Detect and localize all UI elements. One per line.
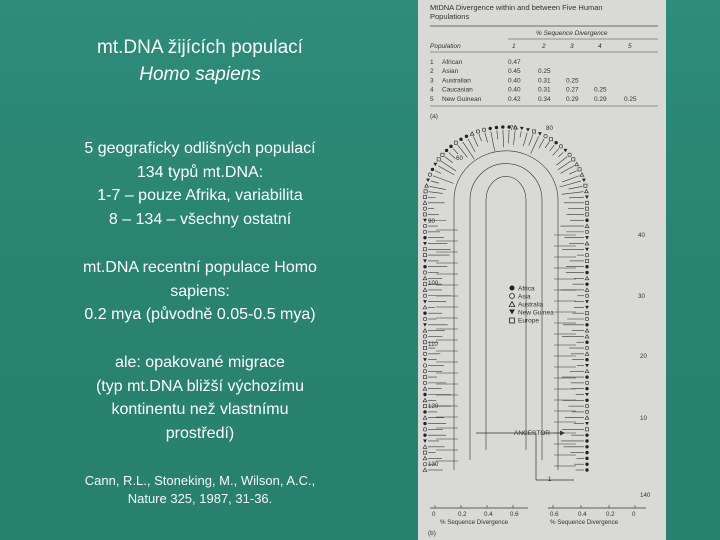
tree-leaf-australia [585, 288, 589, 291]
table-cell-value: 0.25 [538, 68, 551, 76]
axis-left-tick-label: 0.6 [510, 511, 519, 518]
axis-left-tick-label: 0.4 [484, 511, 493, 518]
tree-leaf-new-guinea [426, 179, 430, 182]
tree-leaf-africa [585, 358, 588, 361]
phylogenetic-tree [423, 125, 589, 480]
tree-branch [497, 130, 498, 139]
table-cell-value: 0.42 [508, 95, 521, 103]
panel-a-label: (a) [430, 113, 438, 120]
tree-branch [569, 171, 576, 174]
tree-leaf-australia [423, 329, 427, 332]
tree-branch [463, 142, 475, 160]
table-row-number: 2 [430, 68, 434, 76]
tree-leaf-africa [489, 127, 492, 130]
tree-leaf-asia [423, 370, 426, 373]
tree-leaf-new-guinea [423, 259, 427, 262]
table-rows [430, 59, 637, 103]
tree-number-label: 100 [428, 280, 439, 287]
tree-leaf-africa [585, 265, 588, 268]
panel-b-label: (b) [428, 530, 436, 537]
tree-leaf-asia [585, 230, 588, 233]
tree-leaf-europe [585, 259, 588, 262]
table-title-line-1: MtDNA Divergence within and between Five Human [430, 3, 603, 12]
tree-branch [569, 197, 584, 198]
tree-leaf-asia [476, 130, 479, 133]
legend-europe: Europe [518, 317, 539, 325]
tree-leaf-africa [585, 433, 588, 436]
tree-leaf-new-guinea [423, 323, 427, 326]
tree-leaf-new-guinea [585, 422, 589, 425]
tree-branch [545, 142, 549, 148]
tree-branch [468, 139, 475, 152]
tree-leaf-africa [585, 445, 588, 448]
tree-leaf-australia [423, 276, 427, 279]
tree-leaf-asia [585, 253, 588, 256]
tree-leaf-australia [423, 398, 427, 401]
table-row-population: Australian [442, 77, 471, 85]
tree-number-label: 140 [640, 492, 651, 499]
tree-number-label: 30 [638, 293, 645, 300]
divergence-axes [430, 505, 646, 526]
table-cell-value: 0.31 [538, 86, 551, 94]
tree-leaf-asia [482, 128, 485, 131]
tree-leaf-europe [424, 190, 427, 193]
tree-leaf-new-guinea [585, 393, 589, 396]
tree-leaf-australia [423, 456, 427, 459]
tree-leaf-australia [423, 305, 427, 308]
ancestor-label: ANCESTOR [514, 430, 550, 437]
text-line: mt.DNA recentní populace Homo [83, 259, 317, 276]
tree-leaf-europe [549, 138, 552, 141]
text-line: sapiens: [170, 282, 230, 300]
tree-branch [562, 192, 584, 195]
tree-number-label: 40 [638, 232, 645, 239]
table-row-number: 1 [430, 59, 434, 66]
tree-leaf-asia [585, 381, 588, 384]
tree-leaf-australia [585, 416, 589, 419]
tree-leaf-australia [585, 335, 589, 338]
tree-leaf-europe [423, 405, 426, 408]
tree-leaf-africa [423, 393, 426, 396]
tree-branch [550, 145, 555, 151]
tree-leaf-asia [544, 135, 547, 138]
tree-branch [485, 133, 488, 143]
tree-leaf-new-guinea [423, 219, 427, 222]
axis-left-tick-label: 0.2 [458, 511, 467, 518]
tree-leaf-australia [585, 189, 589, 192]
tree-leaf-europe [423, 248, 426, 251]
tree-leaf-australia [585, 329, 589, 332]
text-block-recent-population [30, 256, 370, 327]
text-line: 1-7 – pouze Afrika, variabilita [97, 187, 303, 204]
tree-leaf-europe [437, 158, 440, 161]
tree-leaf-africa [585, 323, 588, 326]
tree-branch [441, 161, 456, 171]
text-line: prostředí) [165, 424, 235, 442]
tree-branch [529, 134, 533, 145]
tree-leaf-africa [501, 125, 504, 128]
tree-leaf-africa [423, 422, 426, 425]
tree-leaf-europe [585, 213, 588, 216]
table-cell-value: 0.47 [508, 59, 521, 66]
tree-number-label: 110 [428, 341, 438, 348]
tree-leaf-australia [423, 288, 427, 291]
tree-leaf-europe [585, 428, 588, 431]
table-row-population: Caucasian [442, 86, 473, 94]
legend-australia: Australia [518, 301, 544, 309]
table-title-line-2: Populations [430, 12, 470, 21]
legend [509, 286, 554, 325]
legend-australia-marker [509, 302, 515, 307]
tree-leaf-new-guinea [538, 132, 542, 135]
tree-leaf-africa [445, 149, 448, 152]
tree-leaf-australia [585, 242, 589, 245]
axis-left-label: % Sequence Divergence [440, 519, 509, 526]
table-column-header: 1 [512, 43, 516, 50]
tree-leaf-new-guinea [423, 358, 427, 361]
tree-leaf-asia [423, 294, 426, 297]
legend-europe-marker [510, 318, 515, 323]
tree-leaf-asia [423, 462, 426, 465]
tree-leaf-europe [423, 254, 426, 257]
tree-number-label: 10 [640, 415, 647, 422]
tree-leaf-asia [585, 317, 588, 320]
table-cell-value: 0.27 [566, 86, 579, 94]
tree-leaf-asia [585, 410, 588, 413]
legend-africa: Africa [518, 285, 535, 293]
tree-leaf-new-guinea [585, 300, 589, 303]
tree-leaf-africa [585, 399, 588, 402]
tree-leaf-europe [423, 283, 426, 286]
axis-right-label: % Sequence Divergence [550, 519, 619, 526]
tree-leaf-new-guinea [585, 364, 589, 367]
tree-leaf-europe [423, 195, 426, 198]
tree-leaf-africa [585, 457, 588, 460]
tree-leaf-asia [423, 381, 426, 384]
tree-leaf-europe [423, 451, 426, 454]
tree-number-label: 130 [428, 461, 439, 468]
tree-leaf-africa [423, 410, 426, 413]
tree-branch [553, 149, 559, 156]
tree-leaf-asia [423, 317, 426, 320]
tree-leaf-australia [585, 352, 589, 355]
tree-leaf-africa [423, 311, 426, 314]
tree-leaf-australia [425, 184, 429, 187]
text-line: (typ mt.DNA bližší výchozímu [95, 377, 305, 395]
tree-branch [445, 157, 453, 163]
tree-branch [431, 181, 439, 183]
tree-leaf-africa [585, 468, 588, 471]
tree-leaf-australia [580, 173, 584, 176]
axis-right-tick-label: 0.6 [550, 511, 559, 518]
table-row-population: Asian [442, 68, 459, 76]
text-line: kontinentu než vlastnímu [111, 401, 289, 418]
tree-leaf-asia [585, 294, 588, 297]
tree-branch [539, 139, 544, 148]
axis-right-tick-label: 0.4 [578, 511, 587, 518]
table-column-headers [512, 43, 632, 50]
table-column-header: 5 [628, 43, 632, 50]
tree-leaf-asia [423, 271, 426, 274]
tree-leaf-australia [470, 132, 474, 135]
legend-new-guinea: New Guinea [518, 309, 554, 317]
tree-leaf-asia [423, 224, 426, 227]
text-block-mtdna-types [30, 137, 370, 231]
tree-leaf-europe [423, 346, 426, 349]
table-cell-value: 0.25 [566, 77, 579, 85]
tree-leaf-new-guinea [585, 248, 589, 251]
tree-leaf-new-guinea [423, 439, 427, 442]
tree-branch [435, 171, 441, 174]
tree-leaf-asia [559, 145, 562, 148]
tree-leaf-asia [428, 173, 431, 176]
tree-leaf-europe [423, 213, 426, 216]
tree-leaf-africa [585, 219, 588, 222]
tree-leaf-europe [584, 184, 587, 187]
table-cell-value: 0.31 [538, 77, 551, 85]
tree-branch [479, 134, 481, 141]
tree-leaf-new-guinea [585, 306, 589, 309]
tree-leaf-africa [585, 341, 588, 344]
tree-leaf-africa [585, 462, 588, 465]
tree-leaf-asia [423, 230, 426, 233]
table-cell-value: 0.25 [594, 86, 607, 94]
mtdna-figure-svg [418, 0, 666, 540]
tree-number-label: 60 [456, 155, 463, 162]
table-row-population: African [442, 59, 463, 66]
tree-leaf-africa [423, 433, 426, 436]
tree-leaf-africa [423, 236, 426, 239]
text-line: 5 geograficky odlišných populací [84, 140, 316, 157]
tree-leaf-africa [585, 282, 588, 285]
tree-leaf-new-guinea [585, 236, 589, 239]
tree-leaf-europe [585, 312, 588, 315]
tree-branch [569, 186, 583, 189]
tree-leaf-europe [578, 168, 581, 171]
table-cell-value: 0.29 [594, 95, 607, 103]
tree-leaf-australia [585, 276, 589, 279]
tree-branch [473, 136, 478, 146]
tree-branch [523, 133, 527, 147]
tree-leaf-africa [585, 271, 588, 274]
tree-leaf-africa [423, 265, 426, 268]
table-row-number: 3 [430, 77, 434, 85]
tree-number-label: 20 [640, 353, 647, 360]
citation [30, 472, 370, 508]
tree-branch [503, 130, 504, 147]
tree-leaf-australia [585, 224, 589, 227]
tree-leaf-africa [585, 439, 588, 442]
tree-number-label: 70 [510, 125, 517, 132]
table-cell-value: 0.40 [508, 77, 521, 85]
title-line-1: mt.DNA žijících populací [97, 37, 303, 58]
tree-leaf-asia [423, 207, 426, 210]
tree-leaf-africa [554, 141, 557, 144]
tree-leaf-africa [585, 451, 588, 454]
tree-branch [491, 131, 495, 151]
tree-leaf-europe [423, 375, 426, 378]
tree-leaf-australia [423, 445, 427, 448]
text-line: 134 typů mt.DNA: [136, 163, 264, 181]
tree-branch [509, 130, 510, 143]
table-cell-value: 0.34 [538, 95, 551, 103]
axis-left-tick-label: 0 [432, 511, 436, 518]
legend-asia: Asia [518, 293, 531, 301]
tree-leaf-australia [423, 201, 427, 204]
tree-leaf-europe [585, 207, 588, 210]
tree-leaf-new-guinea [520, 127, 524, 130]
table-cell-value: 0.29 [566, 95, 579, 103]
tree-leaf-europe [572, 158, 575, 161]
tree-leaf-asia [585, 346, 588, 349]
tree-leaf-new-guinea [526, 128, 530, 131]
table-header-group: % Sequence Divergence [536, 30, 608, 37]
table-header-population: Population [430, 43, 461, 50]
table-row-population: New Guinean [442, 95, 482, 103]
tree-leaf-africa [449, 145, 452, 148]
tree-leaf-europe [454, 141, 457, 144]
tree-leaf-europe [423, 341, 426, 344]
table-row-number: 5 [430, 95, 434, 103]
tree-leaf-australia [575, 162, 579, 165]
table-row-number: 4 [430, 86, 434, 94]
tree-leaf-new-guinea [433, 163, 437, 166]
tree-leaf-asia [423, 364, 426, 367]
tree-branch [429, 192, 443, 194]
citation-line: Nature 325, 1987, 31-36. [127, 491, 273, 506]
table-cell-value: 0.40 [508, 86, 521, 94]
tree-leaf-asia [423, 352, 426, 355]
tree-leaf-europe [441, 153, 444, 156]
tree-branch [453, 149, 458, 154]
table-column-header: 3 [570, 43, 574, 50]
text-line: 0.2 mya (původně 0.05-0.5 mya) [84, 306, 316, 323]
tree-branch [438, 166, 454, 175]
tree-leaf-asia [585, 404, 588, 407]
tree-number-label: 120 [428, 403, 439, 410]
tree-leaf-asia [568, 153, 571, 156]
table-column-header: 4 [598, 43, 602, 50]
tree-leaf-new-guinea [585, 196, 589, 199]
axis-right-tick-label: 0.2 [606, 511, 615, 518]
tree-leaf-australia [585, 369, 589, 372]
tree-leaf-africa [585, 375, 588, 378]
tree-branch [430, 186, 446, 189]
legend-new-guinea-marker [509, 310, 515, 315]
tree-leaf-australia [423, 468, 427, 471]
tree-leaf-europe [585, 201, 588, 204]
table-cell-value: 0.45 [508, 68, 521, 76]
tree-leaf-new-guinea [582, 179, 586, 182]
tree-leaf-europe [532, 130, 535, 133]
legend-africa-marker [510, 286, 515, 291]
tree-leaf-australia [423, 387, 427, 390]
tree-leaf-africa [431, 168, 434, 171]
tree-branch [520, 131, 521, 137]
tree-branch [562, 176, 579, 182]
mtdna-figure [418, 0, 666, 540]
tree-leaf-africa [459, 138, 462, 141]
tree-number-label: 1 [548, 476, 552, 483]
tree-leaf-new-guinea [564, 149, 568, 152]
tree-number-label: 80 [546, 125, 553, 132]
tree-leaf-africa [585, 387, 588, 390]
text-line: 8 – 134 – všechny ostatní [108, 210, 292, 228]
tree-leaf-new-guinea [423, 242, 427, 245]
tree-branch [558, 152, 563, 156]
tree-leaf-africa [465, 135, 468, 138]
legend-asia-marker [510, 294, 515, 299]
title-line-2: Homo sapiens [139, 64, 261, 85]
tree-branch [449, 152, 456, 158]
tree-leaf-new-guinea [423, 300, 427, 303]
text-line: ale: opakované migrace [115, 354, 285, 371]
table-cell-value: 0.25 [624, 95, 637, 103]
tree-leaf-australia [423, 416, 427, 419]
axis-right-tick-label: 0 [632, 511, 636, 518]
citation-line: Cann, R.L., Stoneking, M., Wilson, A.C., [84, 473, 316, 488]
slide-title [30, 34, 370, 88]
tree-number-label: 90 [428, 218, 435, 225]
tree-branch [556, 157, 567, 166]
tree-branch [531, 136, 539, 153]
tree-branch [513, 130, 515, 145]
ancestor-arrowhead [560, 431, 565, 436]
text-block-migrations [30, 351, 370, 445]
tree-leaf-asia [423, 335, 426, 338]
tree-leaf-africa [495, 126, 498, 129]
tree-leaf-asia [423, 428, 426, 431]
table-column-header: 2 [542, 43, 546, 50]
